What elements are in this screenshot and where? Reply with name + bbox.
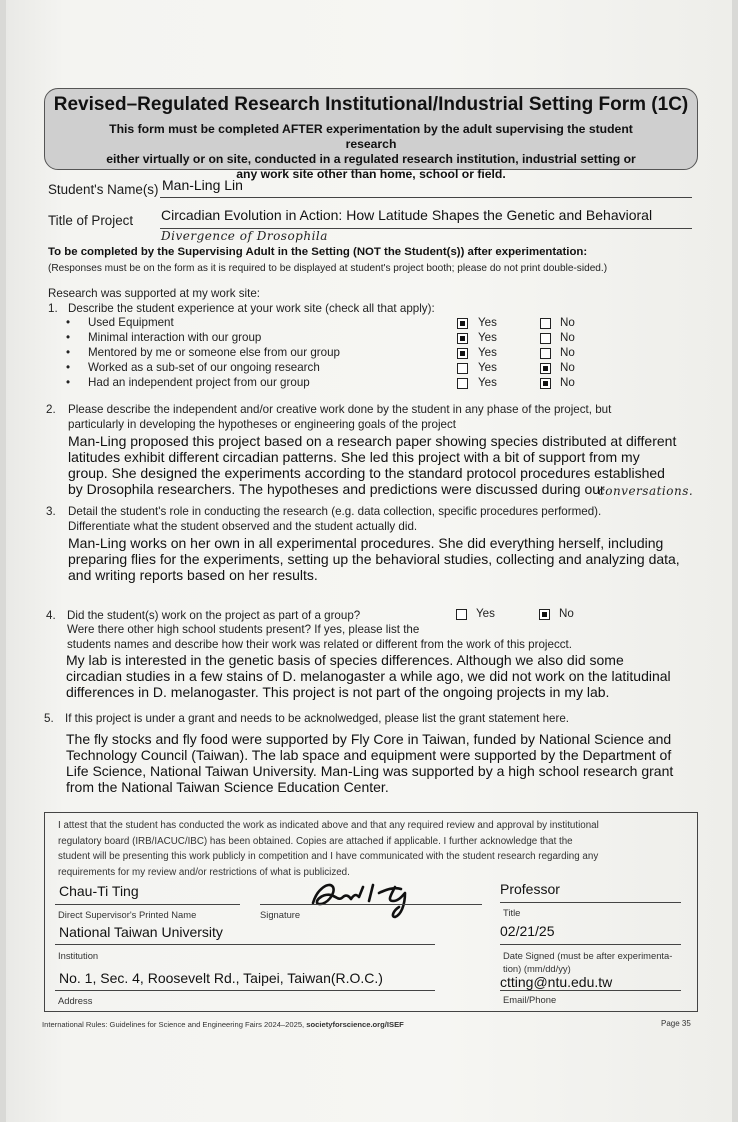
q1-item: • Used Equipment Yes No <box>66 316 575 329</box>
address-caption: Address <box>58 995 93 1006</box>
q4-number: 4. <box>46 609 56 622</box>
q2-question-line: particularly in developing the hypotheses or engineering goals of the project <box>68 418 456 431</box>
attestation-line: requirements for my review and/or restrictions of what is publicized. <box>58 866 350 878</box>
q4-answer-line: My lab is interested in the genetic basis of species differences. Although we also did some <box>66 652 624 668</box>
address-line <box>55 990 435 991</box>
q1-item-label: Worked as a sub-set of our ongoing research <box>88 361 320 374</box>
q1-item-yes-checkbox[interactable] <box>457 348 468 359</box>
form-header <box>44 88 698 181</box>
q5-answer-line: The fly stocks and fly food were supported by Fly Core in Taiwan, funded by National Science and <box>66 731 672 747</box>
q5-question-line: If this project is under a grant and needs to be acknolwedged, please list the grant statement here. <box>65 712 569 725</box>
page-number: Page 35 <box>661 1019 691 1028</box>
q1-item-label: Mentored by me or someone else from our group <box>88 346 340 359</box>
caption-line: tion) (mm/dd/yy) <box>503 963 571 974</box>
supervisor-name-line <box>55 904 240 905</box>
institution-caption: Institution <box>58 950 99 961</box>
supervisor-name-caption: Direct Supervisor's Printed Name <box>58 909 197 920</box>
form-subtitle <box>85 122 657 182</box>
q2-answer-line: by Drosophila researchers. The hypotheses and predictions were discussed during our <box>68 481 605 497</box>
address-value: No. 1, Sec. 4, Roosevelt Rd., Taipei, Taiwan(R.O.C.) <box>59 970 383 986</box>
no-label: No <box>560 346 575 359</box>
institution-line <box>55 944 435 945</box>
no-label: No <box>560 376 575 389</box>
q1-item-no-checkbox[interactable] <box>540 363 551 374</box>
q1-items <box>66 316 666 396</box>
yes-label: Yes <box>478 316 497 329</box>
subtitle-line: This form must be completed AFTER experimentation by the adult supervising the student research <box>109 122 633 151</box>
instructions-main: To be completed by the Supervising Adult in the Setting (NOT the Student(s)) after experimentation: <box>48 246 588 258</box>
project-title-value: Circadian Evolution in Action: How Latitude Shapes the Genetic and Behavioral <box>161 207 653 223</box>
attestation-line: I attest that the student has conducted the work as indicated above and that any required review and approval by institutional <box>58 820 599 831</box>
email-value: ctting@ntu.edu.tw <box>500 974 613 990</box>
q1-item: • Had an independent project from our group Yes No <box>66 376 575 389</box>
q2-question-line: Please describe the independent and/or creative work done by the student in any phase of the project, but <box>68 403 612 416</box>
q1-item-no-checkbox[interactable] <box>540 348 551 359</box>
q1-item-label: Used Equipment <box>88 316 174 329</box>
q1-item: • Minimal interaction with our group Yes No <box>66 331 575 344</box>
student-name-value: Man-Ling Lin <box>162 177 243 193</box>
q5-answer-line: from the National Taiwan Science Education Center. <box>66 779 389 795</box>
signature-line <box>260 904 482 905</box>
q5-answer-line: Technology Council (Taiwan). The lab space and equipment were supported by the Department of <box>66 747 672 763</box>
q4-answer-line: differences in D. melanogaster. This project is not part of the ongoing projects in my lab. <box>66 684 610 700</box>
q2-answer-handwritten: conversations. <box>598 484 694 498</box>
student-name-line <box>160 197 692 198</box>
attestation-line: student will be presenting this work publicly in competition and I have communicated with the student research regarding any <box>58 851 599 862</box>
q2-answer-line: Man-Ling proposed this project based on a research paper showing species distributed at different <box>68 433 677 449</box>
q4-answer-line: circadian studies in a few stains of D. melanogaster a while ago, we did not work on the latitudinal <box>66 668 671 684</box>
yes-label: Yes <box>478 331 497 344</box>
signature-caption: Signature <box>260 909 301 920</box>
q1-number: 1. <box>48 302 58 315</box>
q4-yes-label: Yes <box>476 607 495 620</box>
yes-label: Yes <box>478 376 497 389</box>
date-signed-line <box>500 944 681 945</box>
supervisor-name-value: Chau-Ti Ting <box>59 883 139 899</box>
institution-value: National Taiwan University <box>59 924 223 940</box>
caption-line: Date Signed (must be after experimenta- <box>503 950 673 961</box>
q4-question-line: Were there other high school students present? If yes, please list the <box>67 623 420 636</box>
q2-answer-line: group. She designed the experiments according to the standard protocol procedures established <box>68 465 665 481</box>
project-title-label: Title of Project <box>48 213 134 228</box>
yes-label: Yes <box>478 346 497 359</box>
q2-number: 2. <box>46 403 56 416</box>
q1-item-no-checkbox[interactable] <box>540 333 551 344</box>
no-label: No <box>560 361 575 374</box>
q3-answer-line: and writing reports based on her results. <box>68 567 318 583</box>
subtitle-line: either virtually or on site, conducted in a regulated research institution, industrial setting or <box>106 152 636 166</box>
date-signed-caption <box>503 949 672 975</box>
email-line <box>500 990 681 991</box>
q3-answer-line: preparing flies for the experiments, setting up the behavioral studies, collecting and analyzing data, <box>68 551 680 567</box>
q1-item-no-checkbox[interactable] <box>540 378 551 389</box>
q3-question-line: Differentiate what the student observed and the student actually did. <box>68 520 418 533</box>
q1-text: Describe the student experience at your work site (check all that apply): <box>68 302 435 315</box>
footer-left <box>42 1020 404 1029</box>
instructions-note: (Responses must be on the form as it is required to be displayed at student's project booth; please do not print double-sided.) <box>48 263 608 274</box>
email-caption: Email/Phone <box>503 994 557 1005</box>
title-value: Professor <box>500 881 560 897</box>
date-signed-value: 02/21/25 <box>500 923 555 939</box>
attestation-line: regulatory board (IRB/IACUC/IBC) has been obtained. Copies are attached if applicable. I further acknowledge that the <box>58 835 573 847</box>
q4-question-line: Did the student(s) work on the project as part of a group? <box>67 609 361 622</box>
q1-intro: Research was supported at my work site: <box>48 287 260 300</box>
form-title: Revised–Regulated Research Institutional/Industrial Setting Form (1C) <box>53 94 689 115</box>
q1-item-yes-checkbox[interactable] <box>457 333 468 344</box>
q1-item-yes-checkbox[interactable] <box>457 378 468 389</box>
q3-number: 3. <box>46 505 56 518</box>
q3-answer-line: Man-Ling works on her own in all experimental procedures. She did everything herself, including <box>68 535 664 551</box>
no-label: No <box>560 316 575 329</box>
q4-question-line: students names and describe how their work was related or different from the work of this projecct. <box>67 638 572 651</box>
title-caption: Title <box>503 907 521 918</box>
q2-answer-line: latitudes exhibit different circadian patterns. She led this project with a bit of support from my <box>68 449 640 465</box>
footer-link[interactable]: societyforscience.org/ISEF <box>306 1020 404 1029</box>
project-title-handwritten: Divergence of Drosophila <box>161 229 328 243</box>
q1-item: • Mentored by me or someone else from our group Yes No <box>66 346 575 359</box>
footer-guidelines: International Rules: Guidelines for Science and Engineering Fairs 2024–2025, <box>42 1020 305 1029</box>
no-label: No <box>560 331 575 344</box>
q5-number: 5. <box>44 712 54 725</box>
attestation-box <box>44 812 698 1012</box>
q4-no-checkbox[interactable] <box>539 609 550 620</box>
q4-no-label: No <box>559 607 574 620</box>
q4-yes-checkbox[interactable] <box>456 609 467 620</box>
q1-item-no-checkbox[interactable] <box>540 318 551 329</box>
q1-item: • Worked as a sub-set of our ongoing research Yes No <box>66 361 575 374</box>
q1-item-label: Had an independent project from our group <box>88 376 310 389</box>
signature-image <box>303 871 423 921</box>
q1-item-label: Minimal interaction with our group <box>88 331 262 344</box>
q1-item-yes-checkbox[interactable] <box>457 363 468 374</box>
q1-item-yes-checkbox[interactable] <box>457 318 468 329</box>
title-line <box>500 902 681 903</box>
q3-question-line: Detail the student's role in conducting the research (e.g. data collection, specific procedures performed). <box>68 505 602 518</box>
yes-label: Yes <box>478 361 497 374</box>
q5-answer-line: Life Science, National Taiwan University. Man-Ling was supported by a high school research grant <box>66 763 674 779</box>
student-name-label: Student's Name(s) <box>48 182 159 197</box>
subtitle-line: any work site other than home, school or field. <box>236 167 506 181</box>
